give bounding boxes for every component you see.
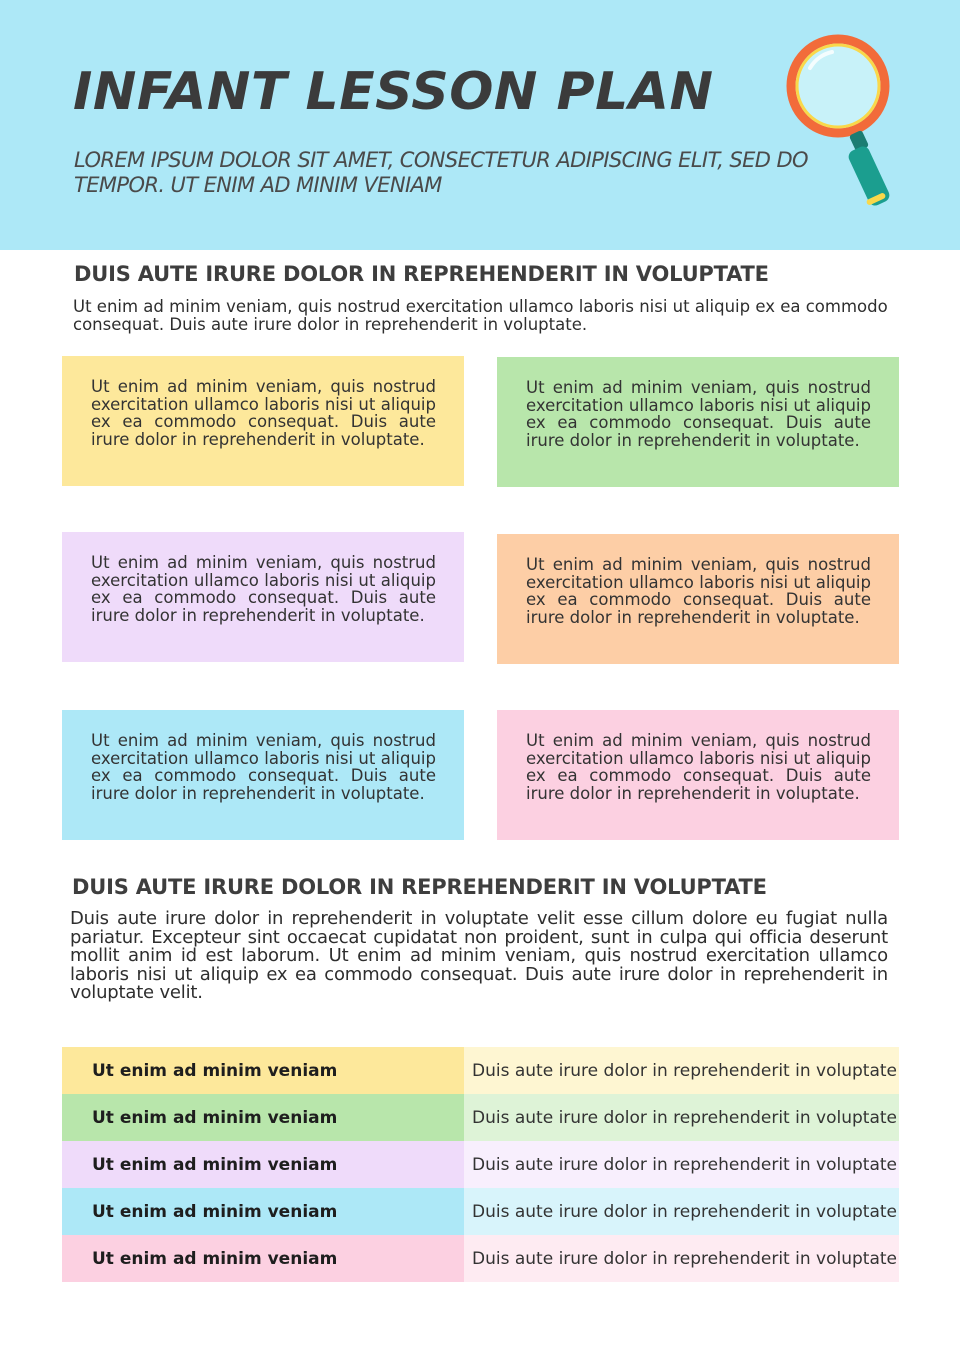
section-heading-1: DUIS AUTE IRURE DOLOR IN REPREHENDERIT IN VOLUPTATE bbox=[74, 262, 769, 286]
table-cell-value: Duis aute irure dolor in reprehenderit in voluptate bbox=[464, 1141, 899, 1188]
header-banner bbox=[0, 0, 960, 250]
info-card bbox=[62, 710, 464, 840]
magnifying-glass-icon bbox=[780, 28, 910, 213]
section-heading-2: DUIS AUTE IRURE DOLOR IN REPREHENDERIT IN VOLUPTATE bbox=[72, 875, 767, 899]
table-cell-label: Ut enim ad minim veniam bbox=[62, 1188, 464, 1235]
table-cell-label: Ut enim ad minim veniam bbox=[62, 1235, 464, 1282]
card-text: Ut enim ad minim veniam, quis nostrud exercitation ullamco laboris nisi ut aliquip ex ea commodo consequat. Duis aute irure dolor in reprehenderit in voluptate. bbox=[91, 377, 436, 449]
card-text: Ut enim ad minim veniam, quis nostrud exercitation ullamco laboris nisi ut aliquip ex ea commodo consequat. Duis aute irure dolor in reprehenderit in voluptate. bbox=[91, 731, 436, 803]
page-title: INFANT LESSON PLAN bbox=[73, 62, 714, 122]
card-text: Ut enim ad minim veniam, quis nostrud exercitation ullamco laboris nisi ut aliquip ex ea commodo consequat. Duis aute irure dolor in reprehenderit in voluptate. bbox=[91, 553, 436, 625]
card-text: Ut enim ad minim veniam, quis nostrud exercitation ullamco laboris nisi ut aliquip ex ea commodo consequat. Duis aute irure dolor in reprehenderit in voluptate. bbox=[526, 555, 871, 627]
table-cell-label: Ut enim ad minim veniam bbox=[62, 1141, 464, 1188]
table-cell-value: Duis aute irure dolor in reprehenderit in voluptate bbox=[464, 1188, 899, 1235]
table-cell-value: Duis aute irure dolor in reprehenderit in voluptate bbox=[464, 1235, 899, 1282]
page-subtitle: LOREM IPSUM DOLOR SIT AMET, CONSECTETUR ADIPISCING ELIT, SED DO TEMPOR. UT ENIM AD MINIM VENIAM bbox=[74, 148, 808, 197]
table-row bbox=[62, 1047, 899, 1094]
info-card bbox=[497, 534, 899, 664]
table-cell-label: Ut enim ad minim veniam bbox=[62, 1047, 464, 1094]
card-text: Ut enim ad minim veniam, quis nostrud exercitation ullamco laboris nisi ut aliquip ex ea commodo consequat. Duis aute irure dolor in reprehenderit in voluptate. bbox=[526, 378, 871, 450]
intro-paragraph: Ut enim ad minim veniam, quis nostrud exercitation ullamco laboris nisi ut aliquip ex ea commodo consequat. Duis aute irure dolor in reprehenderit in voluptate. bbox=[73, 297, 888, 334]
table-row bbox=[62, 1235, 899, 1282]
info-card bbox=[62, 356, 464, 486]
info-card bbox=[497, 357, 899, 487]
body-paragraph: Duis aute irure dolor in reprehenderit in voluptate velit esse cillum dolore eu fugiat nulla pariatur. Excepteur sint occaecat cupidatat non proident, sunt in culpa qui officia deserunt mollit anim id est laborum. Ut enim ad minim veniam, quis nostrud exercitation ullamco laboris nisi ut aliquip ex ea commodo consequat. Duis aute irure dolor in reprehenderit in voluptate velit. bbox=[70, 908, 888, 1003]
table-row bbox=[62, 1141, 899, 1188]
info-card bbox=[62, 532, 464, 662]
table-row bbox=[62, 1094, 899, 1141]
info-card bbox=[497, 710, 899, 840]
table-cell-label: Ut enim ad minim veniam bbox=[62, 1094, 464, 1141]
table-cell-value: Duis aute irure dolor in reprehenderit in voluptate bbox=[464, 1094, 899, 1141]
table-cell-value: Duis aute irure dolor in reprehenderit in voluptate bbox=[464, 1047, 899, 1094]
card-text: Ut enim ad minim veniam, quis nostrud exercitation ullamco laboris nisi ut aliquip ex ea commodo consequat. Duis aute irure dolor in reprehenderit in voluptate. bbox=[526, 731, 871, 803]
table-row bbox=[62, 1188, 899, 1235]
